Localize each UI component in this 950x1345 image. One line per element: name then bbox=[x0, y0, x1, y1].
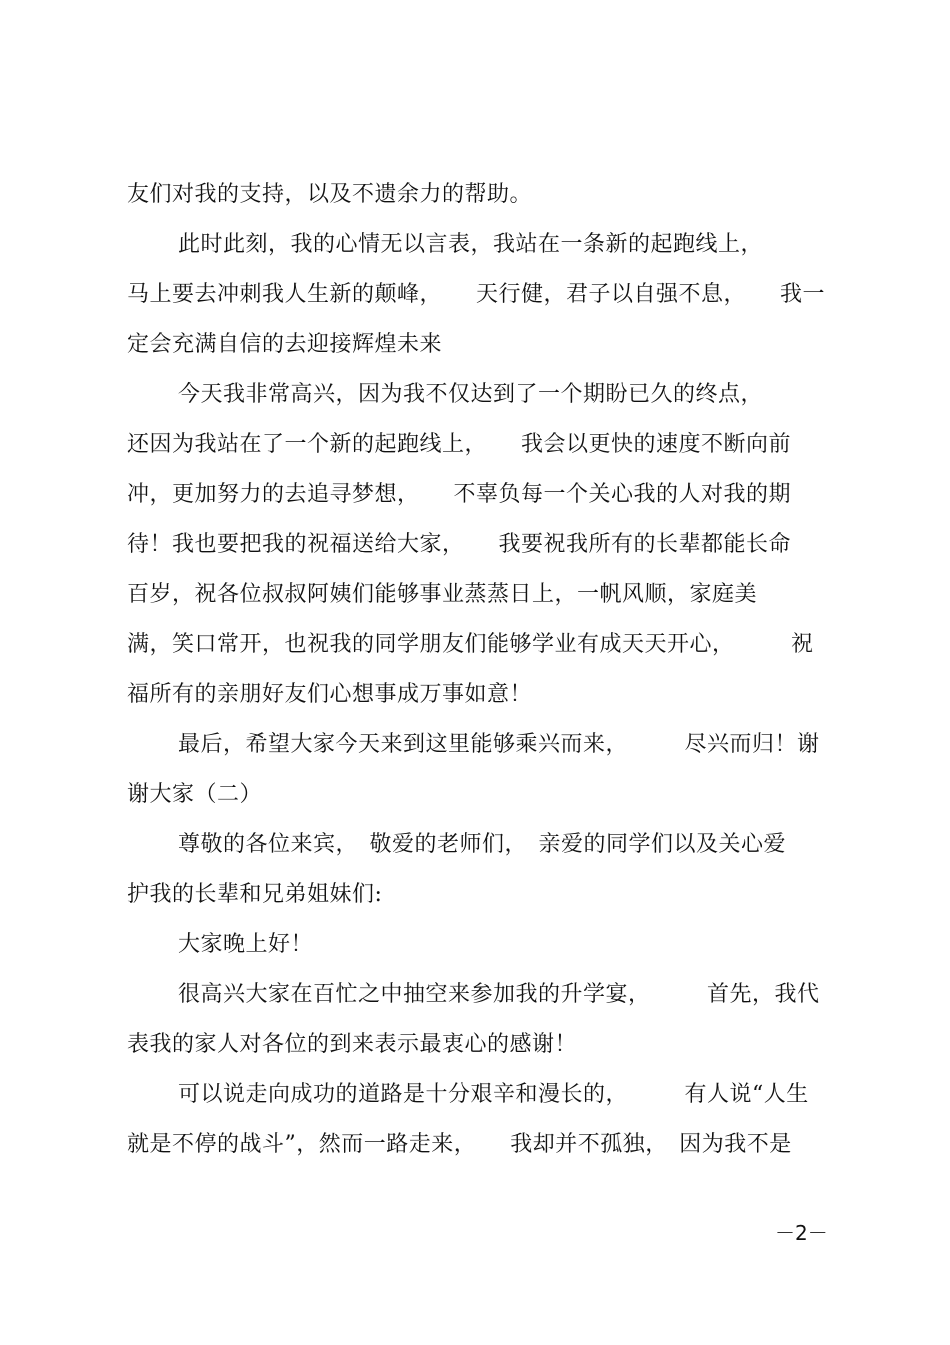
text-line-4: 定会充满自信的去迎接辉煌未来 bbox=[127, 332, 443, 357]
text-line-1: 友们对我的支持，以及不遗余力的帮助。 bbox=[127, 182, 533, 207]
text-line-20: 就是不停的战斗”，然而一路走来， 我却并不孤独， 因为我不是 bbox=[127, 1132, 792, 1157]
text-line-5: 今天我非常高兴，因为我不仅达到了一个期盼已久的终点， bbox=[178, 382, 764, 407]
text-line-17: 很高兴大家在百忙之中抽空来参加我的升学宴， 首先，我代 bbox=[178, 982, 820, 1007]
text-line-16: 大家晚上好！ bbox=[178, 932, 314, 957]
text-line-8: 待！我也要把我的祝福送给大家， 我要祝我所有的长辈都能长命 bbox=[127, 532, 792, 557]
text-line-18: 表我的家人对各位的到来表示最衷心的感谢！ bbox=[127, 1032, 578, 1057]
text-line-14: 尊敬的各位来宾， 敬爱的老师们， 亲爱的同学们以及关心爱 bbox=[178, 832, 787, 857]
text-line-9: 百岁，祝各位叔叔阿姨们能够事业蒸蒸日上，一帆风顺，家庭美 bbox=[127, 582, 758, 607]
text-line-12: 最后，希望大家今天来到这里能够乘兴而来， 尽兴而归！谢 bbox=[178, 732, 820, 757]
text-line-10: 满，笑口常开，也祝我的同学朋友们能够学业有成天天开心， 祝 bbox=[127, 632, 814, 657]
text-line-6: 还因为我站在了一个新的起跑线上， 我会以更快的速度不断向前 bbox=[127, 432, 792, 457]
text-line-11: 福所有的亲朋好友们心想事成万事如意！ bbox=[127, 682, 533, 707]
text-line-7: 冲，更加努力的去追寻梦想， 不辜负每一个关心我的人对我的期 bbox=[127, 482, 792, 507]
text-line-3: 马上要去冲刺我人生新的颠峰， 天行健，君子以自强不息， 我一 bbox=[127, 282, 826, 307]
text-line-15: 护我的长辈和兄弟姐妹们: bbox=[127, 882, 383, 907]
text-line-19: 可以说走向成功的道路是十分艰辛和漫长的， 有人说“人生 bbox=[178, 1082, 809, 1107]
page-number: －2－ bbox=[775, 1221, 828, 1245]
text-line-13: 谢大家（二） bbox=[127, 782, 263, 807]
text-line-2: 此时此刻，我的心情无以言表，我站在一条新的起跑线上， bbox=[178, 232, 764, 257]
